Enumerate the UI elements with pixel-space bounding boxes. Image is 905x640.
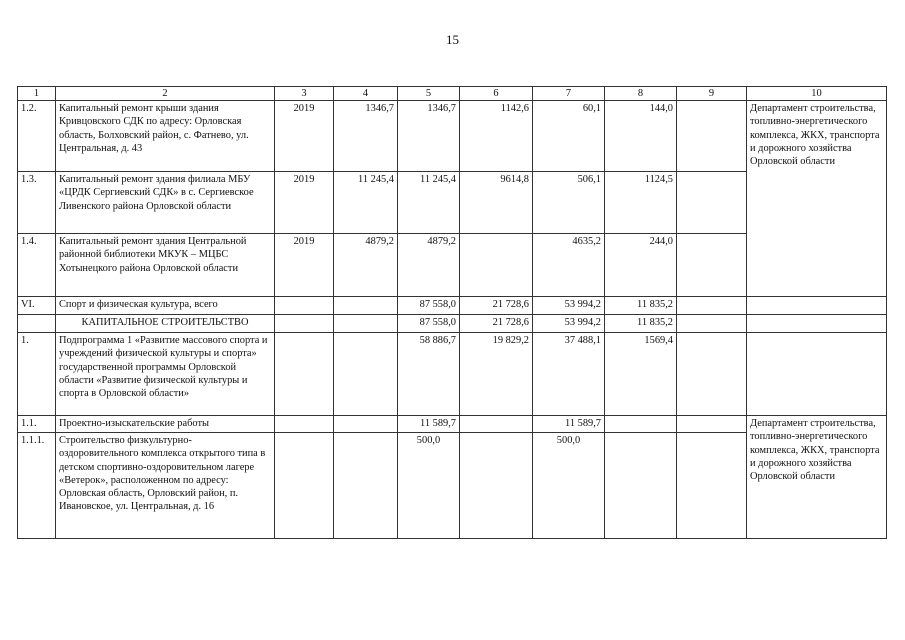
row-value-col9 — [677, 234, 747, 297]
table-row — [18, 416, 887, 433]
row-value-col6: 9614,8 — [460, 172, 533, 234]
row-value-col7: 506,1 — [533, 172, 605, 234]
row-year — [275, 297, 334, 315]
table-row — [18, 297, 887, 315]
row-value-col6 — [460, 416, 533, 433]
row-name: Спорт и физическая культура, всего — [56, 297, 275, 315]
row-year: 2019 — [275, 101, 334, 172]
column-header: 6 — [460, 87, 533, 101]
row-value-col5: 500,0 — [398, 433, 460, 539]
row-value-col4 — [334, 433, 398, 539]
row-code: 1. — [18, 333, 56, 416]
row-year: 2019 — [275, 234, 334, 297]
row-value-col4: 4879,2 — [334, 234, 398, 297]
row-value-col9 — [677, 433, 747, 539]
column-header: 5 — [398, 87, 460, 101]
row-value-col9 — [677, 315, 747, 333]
row-value-col6: 19 829,2 — [460, 333, 533, 416]
row-year: 2019 — [275, 172, 334, 234]
row-code: 1.2. — [18, 101, 56, 172]
row-name: Подпрограмма 1 «Развитие массового спорта и учреждений физической культуры и спорта» государственной программы Орловской области «Развитие физической культуры и спорта в Орловской области» — [56, 333, 275, 416]
row-value-col5: 4879,2 — [398, 234, 460, 297]
row-department — [747, 297, 887, 315]
row-value-col7: 53 994,2 — [533, 297, 605, 315]
row-value-col9 — [677, 297, 747, 315]
row-value-col4 — [334, 416, 398, 433]
row-name: Капитальный ремонт крыши здания Кривцовского СДК по адресу: Орловская область, Болховский район, с. Фатнево, ул. Центральная, д. 43 — [56, 101, 275, 172]
row-value-col7: 60,1 — [533, 101, 605, 172]
row-value-col8 — [605, 433, 677, 539]
row-value-col4 — [334, 297, 398, 315]
row-department — [747, 315, 887, 333]
row-year — [275, 315, 334, 333]
row-value-col8: 1569,4 — [605, 333, 677, 416]
row-name: Капитальный ремонт здания филиала МБУ «ЦРДК Сергиевский СДК» в с. Сергиевское Ливенского района Орловской области — [56, 172, 275, 234]
row-code: 1.1.1. — [18, 433, 56, 539]
row-value-col6: 21 728,6 — [460, 297, 533, 315]
row-name: Строительство физкультурно-оздоровительного комплекса открытого типа в детском спортивно-оздоровительном лагере «Ветерок», расположенном по адресу: Орловская область, Орловский район, п. Ивановское, ул. Центральная, д. 16 — [56, 433, 275, 539]
row-value-col4 — [334, 333, 398, 416]
row-code: 1.3. — [18, 172, 56, 234]
row-value-col7: 53 994,2 — [533, 315, 605, 333]
page-number: 15 — [446, 32, 459, 47]
column-header: 7 — [533, 87, 605, 101]
column-header: 2 — [56, 87, 275, 101]
header-row — [18, 87, 887, 101]
row-year — [275, 416, 334, 433]
row-value-col8 — [605, 416, 677, 433]
row-code — [18, 315, 56, 333]
row-value-col4: 1346,7 — [334, 101, 398, 172]
row-value-col9 — [677, 416, 747, 433]
row-value-col5: 1346,7 — [398, 101, 460, 172]
row-value-col6 — [460, 433, 533, 539]
row-value-col8: 244,0 — [605, 234, 677, 297]
row-value-col8: 144,0 — [605, 101, 677, 172]
column-header: 10 — [747, 87, 887, 101]
row-value-col5: 11 589,7 — [398, 416, 460, 433]
row-department: Департамент строительства, топливно-энергетического комплекса, ЖКХ, транспорта и дорожного хозяйства Орловской области — [747, 416, 887, 539]
row-code: VI. — [18, 297, 56, 315]
row-value-col5: 87 558,0 — [398, 297, 460, 315]
row-name: КАПИТАЛЬНОЕ СТРОИТЕЛЬСТВО — [56, 315, 275, 333]
row-value-col9 — [677, 172, 747, 234]
column-header: 4 — [334, 87, 398, 101]
row-name: Проектно-изыскательские работы — [56, 416, 275, 433]
row-value-col6: 21 728,6 — [460, 315, 533, 333]
row-value-col9 — [677, 333, 747, 416]
table-row — [18, 315, 887, 333]
row-value-col5: 58 886,7 — [398, 333, 460, 416]
row-code: 1.1. — [18, 416, 56, 433]
row-value-col8: 11 835,2 — [605, 297, 677, 315]
row-value-col6 — [460, 234, 533, 297]
row-value-col9 — [677, 101, 747, 172]
column-header: 9 — [677, 87, 747, 101]
row-value-col7: 37 488,1 — [533, 333, 605, 416]
row-value-col7: 500,0 — [533, 433, 605, 539]
row-value-col5: 11 245,4 — [398, 172, 460, 234]
row-value-col6: 1142,6 — [460, 101, 533, 172]
table-row — [18, 101, 887, 172]
budget-table — [17, 86, 887, 539]
table-row — [18, 333, 887, 416]
row-value-col8: 1124,5 — [605, 172, 677, 234]
row-value-col7: 4635,2 — [533, 234, 605, 297]
row-name: Капитальный ремонт здания Центральной районной библиотеки МКУК – МЦБС Хотынецкого района Орловской области — [56, 234, 275, 297]
row-department: Департамент строительства, топливно-энергетического комплекса, ЖКХ, транспорта и дорожного хозяйства Орловской области — [747, 101, 887, 297]
row-code: 1.4. — [18, 234, 56, 297]
row-year — [275, 433, 334, 539]
column-header: 3 — [275, 87, 334, 101]
row-value-col4 — [334, 315, 398, 333]
row-value-col7: 11 589,7 — [533, 416, 605, 433]
row-department — [747, 333, 887, 416]
row-value-col8: 11 835,2 — [605, 315, 677, 333]
row-value-col4: 11 245,4 — [334, 172, 398, 234]
row-year — [275, 333, 334, 416]
column-header: 1 — [18, 87, 56, 101]
column-header: 8 — [605, 87, 677, 101]
row-value-col5: 87 558,0 — [398, 315, 460, 333]
